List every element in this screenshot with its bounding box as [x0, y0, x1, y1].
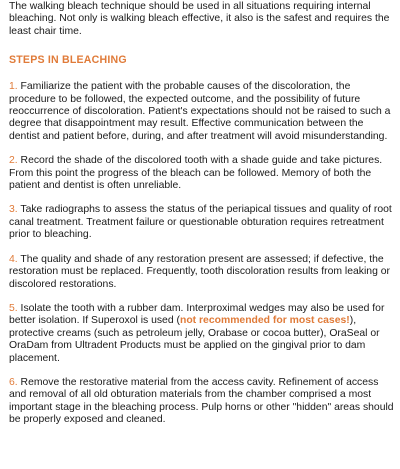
step-number: 5. — [9, 302, 18, 314]
step-text-continued: ), protective creams (such as petroleum jelly, Orabase or cocoa butter), OraSeal or OraDam from Ultradent Products must be applied on the gingival prior to dam placement. — [9, 315, 380, 364]
step-number: 4. — [9, 253, 18, 265]
step-6 — [9, 377, 394, 427]
step-2 — [9, 155, 394, 192]
step-text: Isolate the tooth with a rubber dam. Interproximal wedges may also be used for better isolation. If Superoxol is used ( — [9, 302, 385, 327]
section-heading: STEPS IN BLEACHING — [9, 54, 127, 67]
step-5 — [9, 303, 394, 365]
step-number: 3. — [9, 204, 18, 216]
step-4 — [9, 254, 394, 291]
step-1 — [9, 81, 394, 143]
step-3 — [9, 204, 394, 241]
step-number: 2. — [9, 155, 18, 167]
step-text: Take radiographs to assess the status of the periapical tissues and quality of root canal treatment. Treatment failure or questionable obturation requires retreatment prior to bleaching. — [9, 204, 392, 241]
warning-highlight: not recommended for most cases! — [179, 315, 350, 327]
step-number: 1. — [9, 81, 18, 93]
step-text: Record the shade of the discolored tooth with a shade guide and take pictures. From this point the progress of the bleach can be followed. Memory of both the patient and dentist is often unreliable. — [9, 155, 383, 192]
step-number: 6. — [9, 376, 18, 388]
step-text: The quality and shade of any restoration present are assessed; if defective, the restoration must be replaced. Frequently, tooth discoloration results from leaking or discolored restorations. — [9, 253, 390, 290]
step-text: Remove the restorative material from the access cavity. Refinement of access and removal of all old obturation materials from the chamber comprised a most important stage in the bleaching process. Pulp horns or other "hidden" areas should be properly exposed and cleaned. — [9, 376, 394, 426]
intro-paragraph: The walking bleach technique should be used in all situations requiring internal bleaching. Not only is walking bleach effective, it also is the safest and requires the least chair time. — [9, 1, 390, 37]
step-text: Familiarize the patient with the probable causes of the discoloration, the procedure to be followed, the expected outcome, and the possibility of future reoccurrence of discoloration. Patient's expectations should not be raised to such a degree that disappointment may result. Effective communication between the dentist and patient before, during, and after treatment will avoid misunderstanding. — [9, 81, 391, 142]
